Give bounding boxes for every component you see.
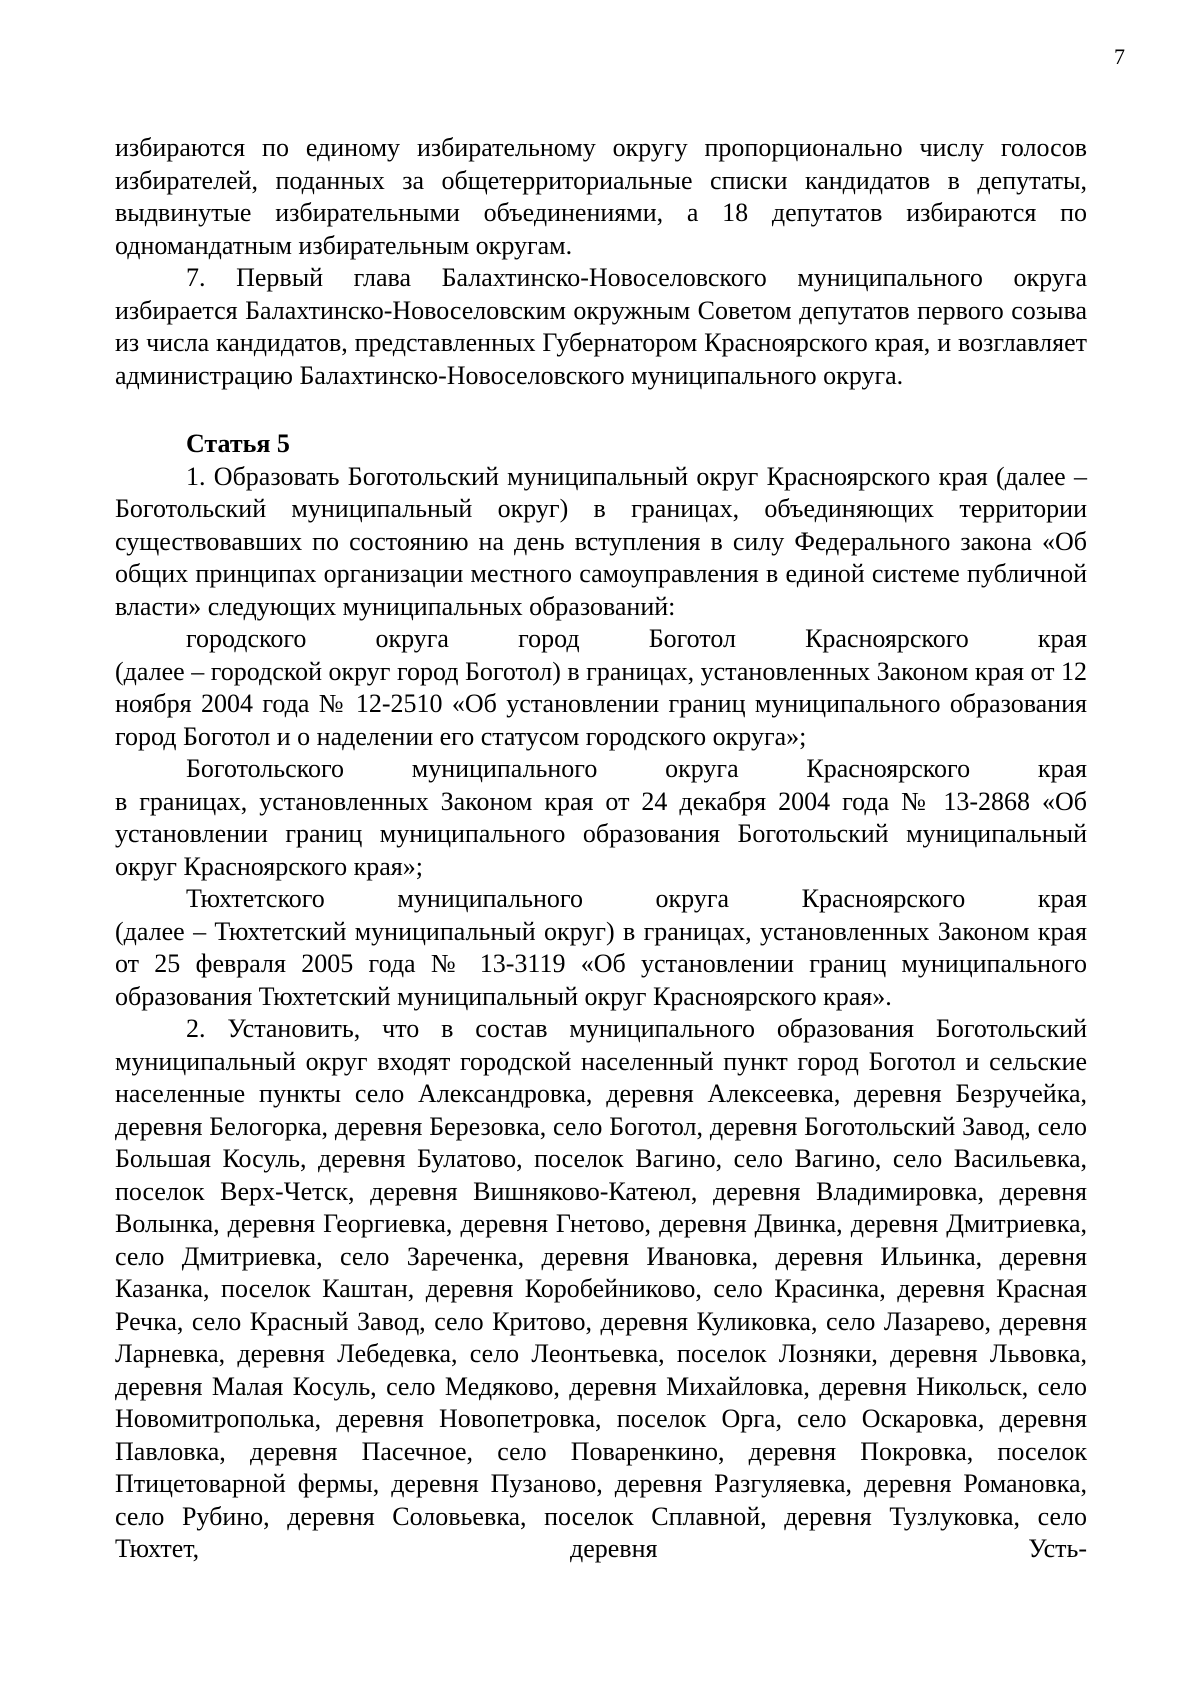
list-item-1-rest: (далее – городской округ город Боготол) в границах, установленных Законом края от 12 ноября 2004 года № 12-2510 «Об установлении границ муниципального образования город Боготол и о наделении его статусом городского округа»; bbox=[115, 656, 1087, 751]
list-item-3-first-line: Тюхтетского муниципального округа Красноярского края bbox=[186, 884, 1087, 913]
list-item-1-first-line: городского округа город Боготол Красноярского края bbox=[186, 624, 1087, 653]
paragraph-clause-2: 2. Установить, что в состав муниципального образования Боготольский муниципальный округ входят городской населенный пункт город Боготол и сельские населенные пункты село Александровка, деревня Алексеевка, деревня Безручейка, деревня Белогорка, деревня Березовка, село Боготол, деревня Боготольский Завод, село Большая Косуль, деревня Булатово, поселок Вагино, село Вагино, село Васильевка, поселок Верх-Четск, деревня Вишняково-Катеюл, деревня Владимировка, деревня Волынка, деревня Георгиевка, деревня Гнетово, деревня Двинка, деревня Дмитриевка, село Дмитриевка, село Зареченка, деревня Ивановка, деревня Ильинка, деревня Казанка, поселок Каштан, деревня Коробейниково, село Красинка, деревня Красная Речка, село Красный Завод, село Критово, деревня Куликовка, село Лазарево, деревня Ларневка, деревня Лебедевка, село Леонтьевка, поселок Лозняки, деревня Львовка, деревня Малая Косуль, село Медяково, деревня Михайловка, деревня Никольск, село Новомитрополька, деревня Новопетровка, поселок Орга, село Оскаровка, деревня Павловка, деревня Пасечное, село Поваренкино, деревня Покровка, поселок Птицетоварной фермы, деревня Пузаново, деревня Разгуляевка, деревня Романовка, село Рубино, деревня Соловьевка, поселок Сплавной, деревня Тузлуковка, село Тюхтет, деревня Усть- bbox=[115, 1014, 1087, 1563]
list-item-2-rest: в границах, установленных Законом края от 24 декабря 2004 года № 13-2868 «Об установлении границ муниципального образования Боготольский муниципальный округ Красноярского края»; bbox=[115, 786, 1087, 881]
page-number: 7 bbox=[1114, 44, 1125, 69]
list-item-2-first-line: Боготольского муниципального округа Красноярского края bbox=[186, 754, 1087, 783]
list-item-3-rest: (далее – Тюхтетский муниципальный округ) в границах, установленных Законом края от 25 февраля 2005 года № 13-3119 «Об установлении границ муниципального образования Тюхтетский муниципальный округ Красноярского края». bbox=[115, 916, 1087, 1011]
article-heading: Статья 5 bbox=[186, 429, 290, 458]
paragraph-clause-1: 1. Образовать Боготольский муниципальный округ Красноярского края (далее – Боготольский муниципальный округ) в границах, объединяющих территории существовавших по состоянию на день вступления в силу Федерального закона «Об общих принципах организации местного самоуправления в единой системе публичной власти» следующих муниципальных образований: bbox=[115, 461, 1087, 621]
continued-article-text bbox=[115, 132, 1087, 392]
paragraph-continuation: избираются по единому избирательному округу пропорционально числу голосов избирателей, поданных за общетерриториальные списки кандидатов в депутаты, выдвинутые избирательными объединениями, а 18 депутатов избираются по одномандатным избирательным округам. bbox=[115, 133, 1087, 260]
article-5 bbox=[115, 428, 1087, 1566]
paragraph-clause-7: 7. Первый глава Балахтинско-Новоселовского муниципального округа избирается Балахтинско-Новоселовским окружным Советом депутатов первого созыва из числа кандидатов, представленных Губернатором Красноярского края, и возглавляет администрацию Балахтинско-Новоселовского муниципального округа. bbox=[115, 263, 1087, 390]
